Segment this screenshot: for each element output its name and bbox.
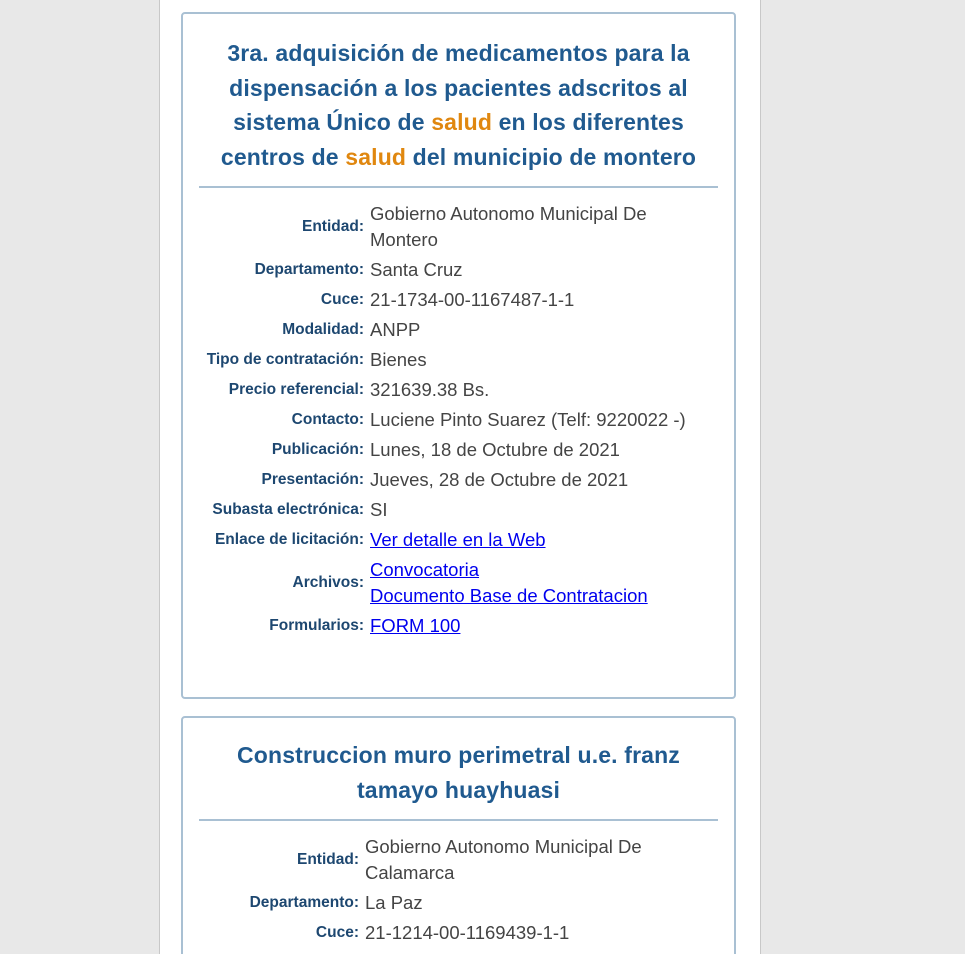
field-label: Modalidad: (282, 321, 364, 338)
field-row-enlace (199, 525, 703, 555)
field-row-precio (199, 375, 703, 405)
field-label: Enlace de licitación: (214, 531, 364, 548)
field-value: ANPP (370, 319, 421, 340)
field-row-cuce (199, 918, 688, 948)
convocatoria-link[interactable]: Convocatoria (370, 559, 480, 580)
field-label: Cuce: (320, 291, 364, 308)
field-label: Precio referencial: (228, 381, 364, 398)
page-content (159, 0, 761, 954)
tender-title: 3ra. adquisición de medicamentos para la dispensación a los pacientes adscritos al sistema Único de salud en los diferentes centros de salud del municipio de montero (199, 36, 718, 188)
field-row-contacto (199, 405, 703, 435)
field-row-tipo (199, 345, 703, 375)
field-row-entidad (199, 832, 688, 888)
field-label: Tipo de contratación: (206, 351, 364, 368)
field-value: Luciene Pinto Suarez (Telf: 9220022 -) (370, 409, 686, 430)
field-row-subasta (199, 495, 703, 525)
field-label: Entidad: (302, 218, 364, 235)
tender-card (181, 716, 736, 954)
field-label: Formularios: (269, 617, 364, 634)
field-value: Bienes (370, 349, 427, 370)
field-label: Subasta electrónica: (212, 501, 364, 518)
field-row-publicacion (199, 435, 703, 465)
field-label: Entidad: (297, 851, 359, 868)
field-value: 321639.38 Bs. (370, 379, 490, 400)
field-value: Lunes, 18 de Octubre de 2021 (370, 439, 620, 460)
field-value: Santa Cruz (370, 259, 463, 280)
field-value: SI (370, 499, 388, 520)
field-row-departamento (199, 255, 703, 285)
field-label: Presentación: (261, 471, 364, 488)
tender-details (199, 199, 703, 641)
field-row-presentacion (199, 465, 703, 495)
field-row-archivos (199, 555, 703, 611)
field-label: Contacto: (291, 411, 364, 428)
tender-title: Construccion muro perimetral u.e. franz tamayo huayhuasi (199, 738, 718, 821)
field-label: Cuce: (315, 924, 359, 941)
tender-web-link[interactable]: Ver detalle en la Web (370, 529, 546, 550)
field-value: 21-1214-00-1169439-1-1 (365, 922, 570, 943)
field-row-formularios (199, 611, 703, 641)
field-row-entidad (199, 199, 703, 255)
field-value: Gobierno Autonomo Municipal De Calamarca (365, 836, 642, 883)
field-value: 21-1734-00-1167487-1-1 (370, 289, 575, 310)
field-value: La Paz (365, 892, 423, 913)
field-label: Archivos: (292, 574, 364, 591)
field-label: Publicación: (271, 441, 364, 458)
field-row-cuce (199, 285, 703, 315)
field-label: Departamento: (254, 261, 364, 278)
field-row-modalidad (199, 315, 703, 345)
tender-card (181, 12, 736, 699)
search-highlight: salud (345, 143, 407, 170)
search-highlight: salud (431, 109, 493, 135)
field-value: Jueves, 28 de Octubre de 2021 (370, 469, 629, 490)
documento-base-link[interactable]: Documento Base de Contratacion (370, 585, 648, 606)
tender-details (199, 832, 688, 948)
form-100-link[interactable]: FORM 100 (370, 615, 461, 636)
field-value: Gobierno Autonomo Municipal De Montero (370, 203, 647, 250)
field-label: Departamento: (249, 894, 359, 911)
field-row-departamento (199, 888, 688, 918)
